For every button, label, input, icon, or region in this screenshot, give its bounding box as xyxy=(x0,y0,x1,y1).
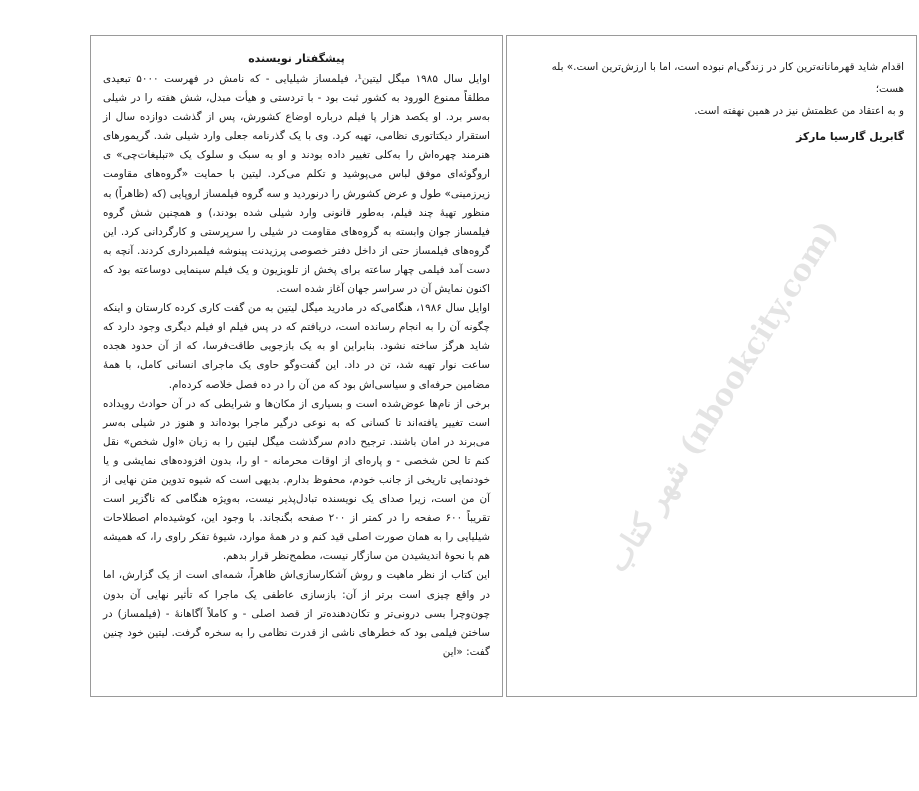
body-text xyxy=(103,70,490,662)
continuation-line-2: و به اعتقاد من عظمتش نیز در همین نهفته است. xyxy=(694,105,904,117)
paragraph-3: برخی از نام‌ها عوض‌شده است و بسیاری از مکان‌ها و شرایطی که در آن حوادث رویداده است تغییر یافته‌اند تا کسانی که به نوعی درگیر ماجرا بوده‌اند و هنوز در شیلی به‌سر می‌برند در امان باشند. ترجیح دادم سرگذشت میگل لیتین را به زبان «اول شخص» نقل کنم تا لحن شخصی - و پاره‌ای از اوقات محرمانه - او را، بدون افزوده‌های نمایشی و یا خودنمایی تاریخی از جانب خودم، محفوظ بدارم. بدیهی است که شیوه تدوین متن نهایی از آن من است، زیرا صدای یک نویسنده تبادل‌پذیر نیست، به‌ویژه هنگامی که ناگزیر است تقریباً ۶۰۰ صفحه را در کمتر از ۲۰۰ صفحه بگنجاند. با وجود این، کوشیده‌ام اصطلاحات شیلیایی را به همان صورت اصلی قید کنم و در همهٔ موارد، شیوهٔ تفکر راوی را، که همیشه هم با نحوهٔ اندیشیدن من سازگار نیست، مطمح‌نظر قرار بدهم. xyxy=(103,397,491,563)
watermark: شهر کتاب (nbookcity.com) xyxy=(600,214,846,579)
continuation-text xyxy=(525,56,904,122)
page-heading: پیشگفتار نویسنده xyxy=(248,52,345,65)
paragraph-2: اوایل سال ۱۹۸۶، هنگامی‌که در مادرید میگل لیتین به من گفت کاری کرده کارستان و اینکه چگونه آن را به انجام رسانده است، دریافتم که در پس فیلم او فیلم دیگری وجود دارد که شاید هرگز ساخته نشود. بنابراین او به یک بازجویی طاقت‌فرسا، که از آن حدود هجده ساعت نوار تهیه شد، تن در داد. این گفت‌وگو حاوی یک ماجرای انسانی کامل، با همهٔ مضامین حرفه‌ای و سیاسی‌اش بود که من آن را در ده فصل خلاصه کرده‌ام. xyxy=(103,302,490,391)
author-signature: گابریل گارسیا مارکز xyxy=(796,130,904,143)
paragraph-4: این کتاب از نظر ماهیت و روش آشکارسازی‌اش ظاهراً، شمه‌ای است از یک گزارش، اما در واقع چیزی است برتر از آن: بازسازی عاطفی یک ماجرا که تأثیر نهایی آن بدون چون‌وچرا بسی درونی‌تر و تکان‌دهنده‌تر از قصد اصلی - و کاملاً آگاهانهٔ - (فیلمساز) در ساختن فیلمی بود که خطرهای ناشی از قدرت نظامی را به سخره گرفت. لیتین خود چنین گفت: «این xyxy=(103,569,490,658)
left-page xyxy=(90,35,503,697)
right-page xyxy=(506,35,917,697)
continuation-line-1: اقدام شاید قهرمانانه‌ترین کار در زندگی‌ام نبوده است، اما با ارزش‌ترین است.» بله هست؛ xyxy=(551,61,904,95)
paragraph-1: اوایل سال ۱۹۸۵ میگل لیتین¹، فیلمساز شیلیایی - که نامش در فهرست ۵۰۰۰ تبعیدی مطلقاً ممنوع الورود به کشور ثبت بود - با تردستی و هیأت مبدل، شش هفته را در شیلی به‌سر برد. او یکصد هزار پا فیلم درباره اوضاع کشورش، پس از گذشت دوازده سال از استقرار دیکتاتوری نظامی، تهیه کرد. وی با یک گذرنامه جعلی وارد شیلی شد. گریمورهای هنرمند چهره‌اش را به‌کلی تغییر داده بودند و او به سبک و سلوک یک «تبلیغات‌چی» ی اروگوئه‌ای موفق لباس می‌پوشید و تکلم می‌کرد. لیتین با حمایت «گروه‌های مقاومت زیرزمینی» طول و عرض کشورش را درنوردید و سه گروه فیلمساز اروپایی (که (ظاهراً) به منظور تهیهٔ چند فیلم، به‌طور قانونی وارد شیلی شده بودند،) و همچنین شش گروه فیلمساز جوان وابسته به گروه‌های مقاومت در شیلی را سرپرستی و کارگردانی کرد. این گروه‌های فیلمساز حتی از داخل دفتر خصوصی پرزیدنت پینوشه فیلمبرداری کردند. آنچه به دست آمد فیلمی چهار ساعته برای پخش از تلویزیون و یک فیلم سینمایی دوساعته بود که اکنون نمایش آن در سراسر جهان آغاز شده است. xyxy=(103,73,490,296)
